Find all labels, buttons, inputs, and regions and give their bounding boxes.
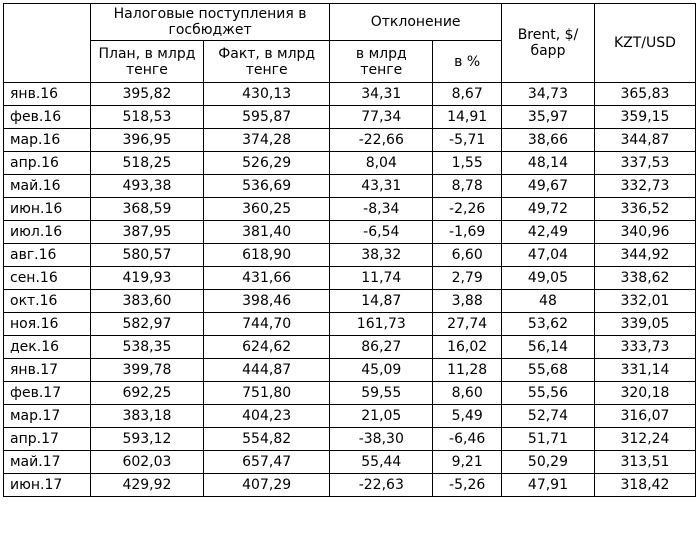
cell-month: апр.17 <box>4 428 91 451</box>
cell-fact: 374,28 <box>204 129 330 152</box>
table-row <box>4 106 696 129</box>
cell-plan: 580,57 <box>90 244 203 267</box>
cell-dev-bn: 38,32 <box>330 244 433 267</box>
table-row <box>4 428 696 451</box>
header-kzt-usd: KZT/USD <box>594 4 695 83</box>
cell-kzt-usd: 344,87 <box>594 129 695 152</box>
cell-brent: 56,14 <box>502 336 595 359</box>
header-fact: Факт, в млрд тенге <box>204 41 330 83</box>
cell-brent: 49,05 <box>502 267 595 290</box>
table-row <box>4 267 696 290</box>
cell-plan: 419,93 <box>90 267 203 290</box>
cell-month: апр.16 <box>4 152 91 175</box>
cell-month: май.17 <box>4 451 91 474</box>
cell-fact: 381,40 <box>204 221 330 244</box>
cell-brent: 48 <box>502 290 595 313</box>
cell-kzt-usd: 336,52 <box>594 198 695 221</box>
cell-kzt-usd: 333,73 <box>594 336 695 359</box>
table-row <box>4 313 696 336</box>
cell-kzt-usd: 320,18 <box>594 382 695 405</box>
cell-fact: 657,47 <box>204 451 330 474</box>
cell-fact: 360,25 <box>204 198 330 221</box>
header-month <box>4 4 91 83</box>
cell-kzt-usd: 318,42 <box>594 474 695 497</box>
cell-month: июн.17 <box>4 474 91 497</box>
cell-dev-bn: 86,27 <box>330 336 433 359</box>
cell-fact: 618,90 <box>204 244 330 267</box>
cell-dev-bn: 14,87 <box>330 290 433 313</box>
table-row <box>4 129 696 152</box>
cell-kzt-usd: 331,14 <box>594 359 695 382</box>
table-header <box>4 4 696 83</box>
cell-fact: 536,69 <box>204 175 330 198</box>
cell-dev-bn: 34,31 <box>330 83 433 106</box>
cell-month: ноя.16 <box>4 313 91 336</box>
table-row <box>4 83 696 106</box>
cell-plan: 383,18 <box>90 405 203 428</box>
cell-brent: 51,71 <box>502 428 595 451</box>
cell-brent: 53,62 <box>502 313 595 336</box>
cell-brent: 42,49 <box>502 221 595 244</box>
cell-plan: 538,35 <box>90 336 203 359</box>
cell-dev-pct: 6,60 <box>433 244 502 267</box>
table-row <box>4 336 696 359</box>
cell-dev-bn: 43,31 <box>330 175 433 198</box>
tax-revenue-table <box>3 3 696 497</box>
header-dev-bn: в млрд тенге <box>330 41 433 83</box>
cell-dev-bn: -38,30 <box>330 428 433 451</box>
cell-fact: 595,87 <box>204 106 330 129</box>
cell-dev-bn: 59,55 <box>330 382 433 405</box>
cell-dev-pct: 11,28 <box>433 359 502 382</box>
cell-brent: 47,04 <box>502 244 595 267</box>
cell-brent: 55,68 <box>502 359 595 382</box>
cell-month: фев.17 <box>4 382 91 405</box>
cell-fact: 404,23 <box>204 405 330 428</box>
cell-fact: 554,82 <box>204 428 330 451</box>
cell-kzt-usd: 344,92 <box>594 244 695 267</box>
cell-dev-pct: -2,26 <box>433 198 502 221</box>
cell-month: май.16 <box>4 175 91 198</box>
cell-brent: 47,91 <box>502 474 595 497</box>
cell-dev-pct: 2,79 <box>433 267 502 290</box>
cell-fact: 526,29 <box>204 152 330 175</box>
cell-kzt-usd: 313,51 <box>594 451 695 474</box>
cell-dev-pct: 9,21 <box>433 451 502 474</box>
cell-month: янв.17 <box>4 359 91 382</box>
cell-month: июн.16 <box>4 198 91 221</box>
header-tax-group: Налоговые поступления в госбюджет <box>90 4 329 41</box>
cell-dev-bn: -8,34 <box>330 198 433 221</box>
cell-dev-pct: 8,78 <box>433 175 502 198</box>
cell-brent: 49,67 <box>502 175 595 198</box>
cell-fact: 407,29 <box>204 474 330 497</box>
cell-dev-bn: 161,73 <box>330 313 433 336</box>
cell-month: авг.16 <box>4 244 91 267</box>
cell-kzt-usd: 338,62 <box>594 267 695 290</box>
cell-dev-pct: 27,74 <box>433 313 502 336</box>
table-body <box>4 83 696 497</box>
cell-dev-pct: -5,71 <box>433 129 502 152</box>
cell-fact: 744,70 <box>204 313 330 336</box>
cell-dev-pct: -6,46 <box>433 428 502 451</box>
table-row <box>4 359 696 382</box>
cell-kzt-usd: 332,73 <box>594 175 695 198</box>
cell-dev-bn: -22,63 <box>330 474 433 497</box>
cell-plan: 593,12 <box>90 428 203 451</box>
cell-dev-pct: -1,69 <box>433 221 502 244</box>
cell-dev-bn: 55,44 <box>330 451 433 474</box>
cell-dev-bn: -22,66 <box>330 129 433 152</box>
cell-month: мар.17 <box>4 405 91 428</box>
cell-plan: 518,25 <box>90 152 203 175</box>
cell-plan: 368,59 <box>90 198 203 221</box>
cell-fact: 430,13 <box>204 83 330 106</box>
cell-brent: 38,66 <box>502 129 595 152</box>
cell-fact: 431,66 <box>204 267 330 290</box>
table-row <box>4 474 696 497</box>
cell-brent: 48,14 <box>502 152 595 175</box>
cell-dev-pct: 14,91 <box>433 106 502 129</box>
cell-plan: 383,60 <box>90 290 203 313</box>
cell-kzt-usd: 340,96 <box>594 221 695 244</box>
cell-plan: 387,95 <box>90 221 203 244</box>
cell-dev-pct: 5,49 <box>433 405 502 428</box>
cell-kzt-usd: 316,07 <box>594 405 695 428</box>
cell-fact: 444,87 <box>204 359 330 382</box>
header-dev-pct: в % <box>433 41 502 83</box>
cell-month: мар.16 <box>4 129 91 152</box>
cell-fact: 624,62 <box>204 336 330 359</box>
cell-dev-bn: 11,74 <box>330 267 433 290</box>
cell-month: июл.16 <box>4 221 91 244</box>
cell-kzt-usd: 312,24 <box>594 428 695 451</box>
cell-plan: 602,03 <box>90 451 203 474</box>
cell-month: дек.16 <box>4 336 91 359</box>
table-row <box>4 451 696 474</box>
table-row <box>4 244 696 267</box>
cell-dev-pct: 16,02 <box>433 336 502 359</box>
cell-fact: 398,46 <box>204 290 330 313</box>
cell-dev-bn: 45,09 <box>330 359 433 382</box>
cell-dev-pct: 8,67 <box>433 83 502 106</box>
cell-dev-pct: 8,60 <box>433 382 502 405</box>
cell-brent: 52,74 <box>502 405 595 428</box>
cell-plan: 518,53 <box>90 106 203 129</box>
cell-month: сен.16 <box>4 267 91 290</box>
table-row <box>4 152 696 175</box>
cell-dev-bn: 77,34 <box>330 106 433 129</box>
cell-plan: 396,95 <box>90 129 203 152</box>
cell-kzt-usd: 359,15 <box>594 106 695 129</box>
cell-brent: 50,29 <box>502 451 595 474</box>
cell-dev-pct: -5,26 <box>433 474 502 497</box>
table-row <box>4 198 696 221</box>
cell-month: окт.16 <box>4 290 91 313</box>
cell-dev-bn: -6,54 <box>330 221 433 244</box>
table-row <box>4 290 696 313</box>
cell-kzt-usd: 332,01 <box>594 290 695 313</box>
cell-plan: 582,97 <box>90 313 203 336</box>
cell-kzt-usd: 365,83 <box>594 83 695 106</box>
cell-plan: 399,78 <box>90 359 203 382</box>
cell-brent: 34,73 <box>502 83 595 106</box>
header-plan: План, в млрд тенге <box>90 41 203 83</box>
cell-plan: 493,38 <box>90 175 203 198</box>
table-row <box>4 221 696 244</box>
header-deviation-group: Отклонение <box>330 4 502 41</box>
cell-kzt-usd: 339,05 <box>594 313 695 336</box>
table-row <box>4 382 696 405</box>
cell-brent: 55,56 <box>502 382 595 405</box>
cell-fact: 751,80 <box>204 382 330 405</box>
cell-dev-pct: 1,55 <box>433 152 502 175</box>
cell-brent: 35,97 <box>502 106 595 129</box>
cell-kzt-usd: 337,53 <box>594 152 695 175</box>
cell-plan: 692,25 <box>90 382 203 405</box>
table-row <box>4 405 696 428</box>
cell-month: янв.16 <box>4 83 91 106</box>
table-row <box>4 175 696 198</box>
cell-plan: 395,82 <box>90 83 203 106</box>
cell-dev-bn: 8,04 <box>330 152 433 175</box>
cell-dev-bn: 21,05 <box>330 405 433 428</box>
header-brent: Brent, $/барр <box>502 4 595 83</box>
cell-plan: 429,92 <box>90 474 203 497</box>
cell-month: фев.16 <box>4 106 91 129</box>
cell-brent: 49,72 <box>502 198 595 221</box>
cell-dev-pct: 3,88 <box>433 290 502 313</box>
